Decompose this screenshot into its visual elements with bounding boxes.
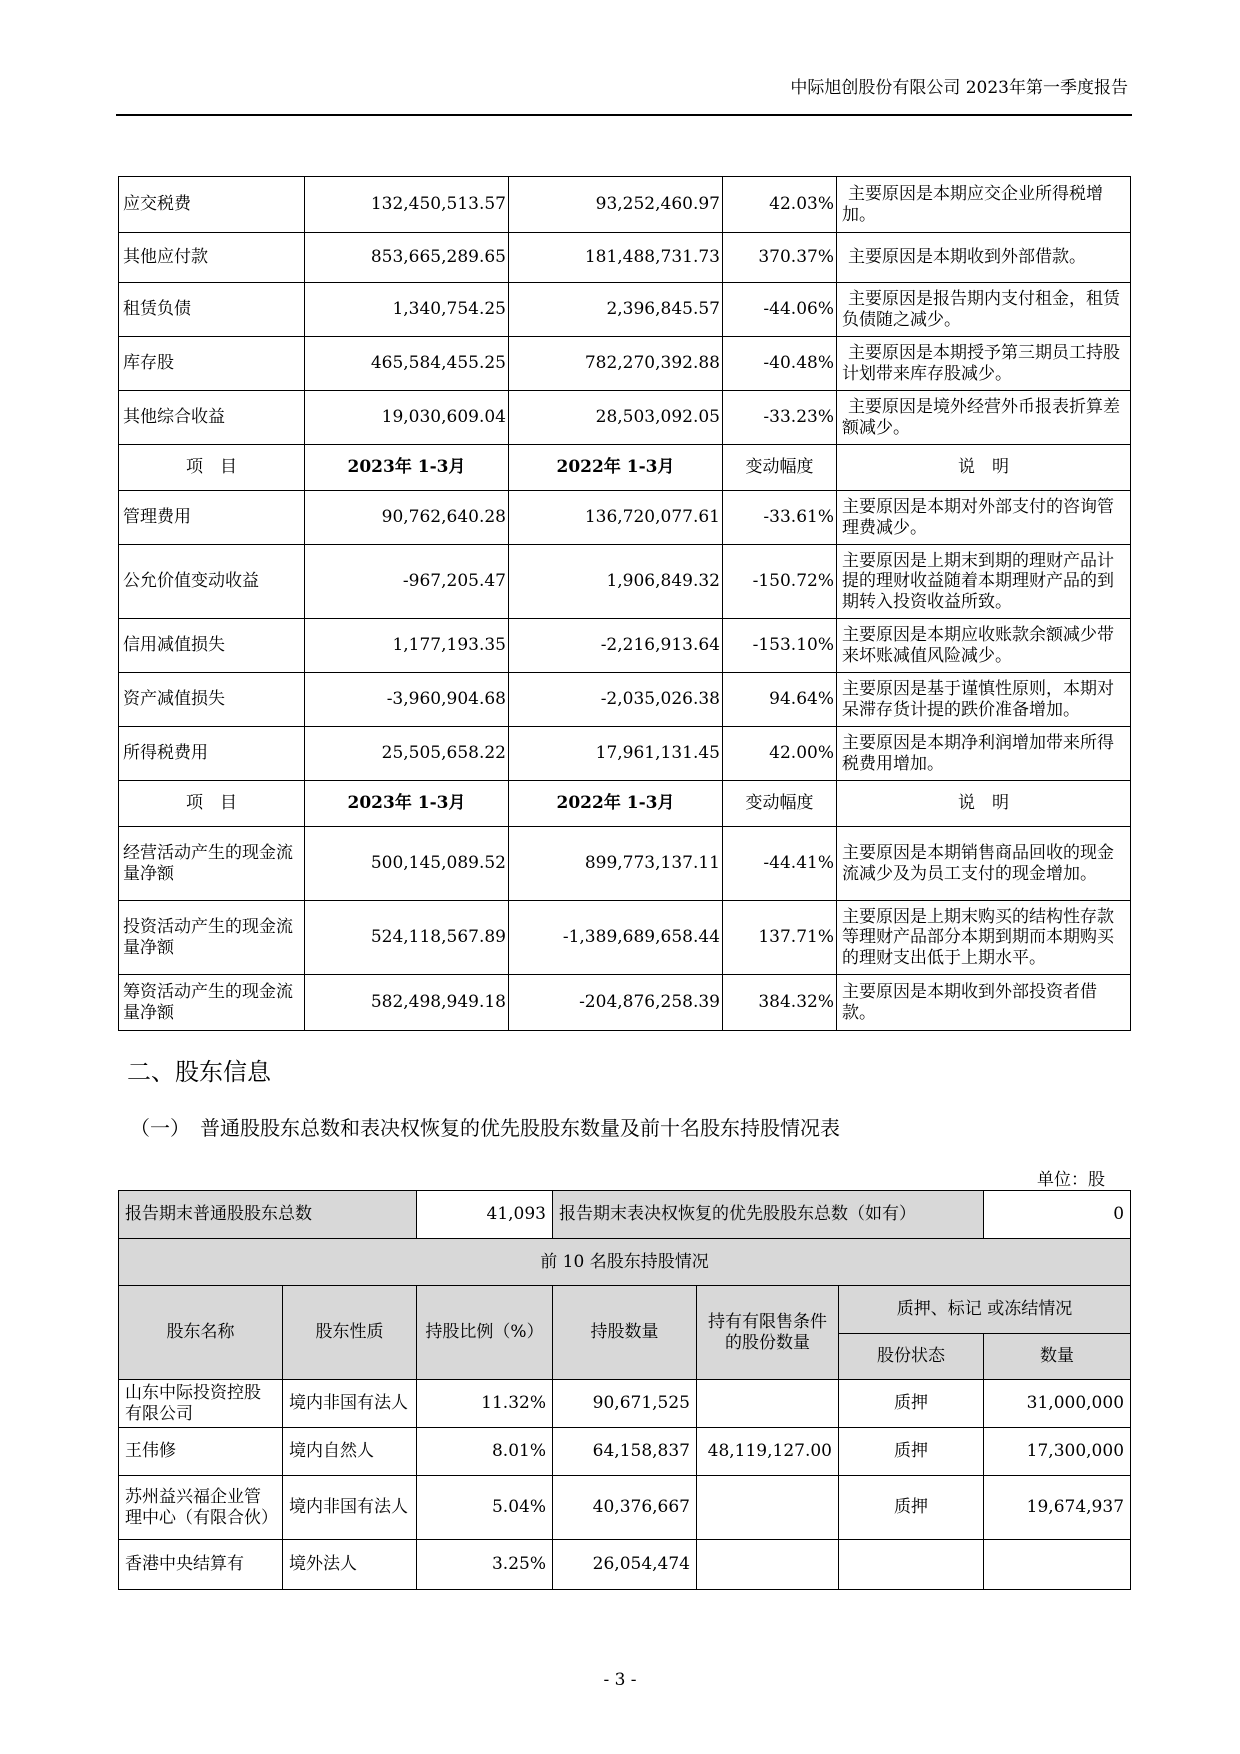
row-current: 1,340,754.25 [305, 283, 509, 337]
row-previous: 181,488,731.73 [509, 233, 723, 283]
header-pledge-status: 股份状态 [839, 1334, 984, 1380]
holding-quantity: 26,054,474 [553, 1540, 697, 1590]
row-item: 经营活动产生的现金流量净额 [119, 827, 305, 901]
row-note: 主要原因是本期收到外部投资者借款。 [837, 975, 1131, 1031]
table-row [119, 391, 1131, 445]
shareholder-row [119, 1428, 1131, 1476]
top10-title: 前 10 名股东持股情况 [119, 1239, 1131, 1286]
holding-quantity: 40,376,667 [553, 1476, 697, 1540]
header-divider [116, 114, 1132, 116]
row-item: 资产减值损失 [119, 673, 305, 727]
pledged-quantity: 17,300,000 [984, 1428, 1131, 1476]
row-current: 25,505,658.22 [305, 727, 509, 781]
header-restricted-shares: 持有有限售条件的股份数量 [697, 1286, 839, 1380]
row-change: 137.71% [723, 901, 837, 975]
shareholder-nature: 境内自然人 [283, 1428, 417, 1476]
header-2023: 2023年 1-3月 [305, 781, 509, 827]
row-note: 主要原因是本期授予第三期员工持股计划带来库存股减少。 [837, 337, 1131, 391]
header-shareholder-nature: 股东性质 [283, 1286, 417, 1380]
shareholder-name: 山东中际投资控股有限公司 [119, 1380, 283, 1428]
pledged-quantity [984, 1540, 1131, 1590]
row-previous: 1,906,849.32 [509, 545, 723, 619]
row-item: 信用减值损失 [119, 619, 305, 673]
row-previous: 899,773,137.11 [509, 827, 723, 901]
row-item: 租赁负债 [119, 283, 305, 337]
shareholders-table [118, 1190, 1131, 1590]
page-number: - 3 - [603, 1670, 637, 1690]
row-change: 94.64% [723, 673, 837, 727]
row-previous: -1,389,689,658.44 [509, 901, 723, 975]
row-current: -3,960,904.68 [305, 673, 509, 727]
row-change: 384.32% [723, 975, 837, 1031]
period-header-row [119, 445, 1131, 491]
header-holding-ratio: 持股比例（%） [417, 1286, 553, 1380]
row-change: -153.10% [723, 619, 837, 673]
row-previous: 136,720,077.61 [509, 491, 723, 545]
table-row [119, 901, 1131, 975]
row-previous: 93,252,460.97 [509, 177, 723, 233]
section-title-shareholders: 二、股东信息 [127, 1058, 271, 1086]
shareholders-subtitle: （一） 普通股股东总数和表决权恢复的优先股股东数量及前十名股东持股情况表 [130, 1116, 840, 1140]
row-note: 主要原因是本期应收账款余额减少带来坏账减值风险减少。 [837, 619, 1131, 673]
table-row [119, 491, 1131, 545]
holding-quantity: 90,671,525 [553, 1380, 697, 1428]
pledged-quantity: 19,674,937 [984, 1476, 1131, 1540]
row-item: 管理费用 [119, 491, 305, 545]
row-previous: -2,035,026.38 [509, 673, 723, 727]
row-change: -44.06% [723, 283, 837, 337]
row-note: 主要原因是本期应交企业所得税增加。 [837, 177, 1131, 233]
preferred-shareholders-label: 报告期末表决权恢复的优先股股东总数（如有） [553, 1191, 984, 1239]
table-row [119, 975, 1131, 1031]
row-item: 其他综合收益 [119, 391, 305, 445]
row-current: 132,450,513.57 [305, 177, 509, 233]
row-current: 500,145,089.52 [305, 827, 509, 901]
shareholder-name: 王伟修 [119, 1428, 283, 1476]
row-item: 投资活动产生的现金流量净额 [119, 901, 305, 975]
restricted-shares [697, 1380, 839, 1428]
header-shareholder-name: 股东名称 [119, 1286, 283, 1380]
header-note: 说 明 [837, 781, 1131, 827]
row-change: -40.48% [723, 337, 837, 391]
header-2023: 2023年 1-3月 [305, 445, 509, 491]
row-previous: -2,216,913.64 [509, 619, 723, 673]
row-item: 应交税费 [119, 177, 305, 233]
row-current: 524,118,567.89 [305, 901, 509, 975]
table-row [119, 177, 1131, 233]
table-row [119, 545, 1131, 619]
row-item: 公允价值变动收益 [119, 545, 305, 619]
table-row [119, 233, 1131, 283]
row-note: 主要原因是报告期内支付租金，租赁负债随之减少。 [837, 283, 1131, 337]
row-note: 主要原因是上期末到期的理财产品计提的理财收益随着本期理财产品的到期转入投资收益所致。 [837, 545, 1131, 619]
header-change: 变动幅度 [723, 781, 837, 827]
shareholder-name: 香港中央结算有 [119, 1540, 283, 1590]
restricted-shares: 48,119,127.00 [697, 1428, 839, 1476]
table-row [119, 827, 1131, 901]
pledge-status: 质押 [839, 1428, 984, 1476]
row-item: 所得税费用 [119, 727, 305, 781]
row-previous: 2,396,845.57 [509, 283, 723, 337]
row-previous: 17,961,131.45 [509, 727, 723, 781]
row-current: 853,665,289.65 [305, 233, 509, 283]
row-current: -967,205.47 [305, 545, 509, 619]
table-row [119, 619, 1131, 673]
row-current: 90,762,640.28 [305, 491, 509, 545]
total-shareholders-label: 报告期末普通股股东总数 [119, 1191, 417, 1239]
row-previous: 782,270,392.88 [509, 337, 723, 391]
row-note: 主要原因是本期收到外部借款。 [837, 233, 1131, 283]
holding-ratio: 5.04% [417, 1476, 553, 1540]
header-2022: 2022年 1-3月 [509, 781, 723, 827]
pledge-status: 质押 [839, 1380, 984, 1428]
row-change: 42.03% [723, 177, 837, 233]
row-change: -33.23% [723, 391, 837, 445]
report-header-title: 中际旭创股份有限公司 2023年第一季度报告 [790, 78, 1128, 98]
row-item: 其他应付款 [119, 233, 305, 283]
shareholder-name: 苏州益兴福企业管理中心（有限合伙） [119, 1476, 283, 1540]
table-row [119, 673, 1131, 727]
shareholder-nature: 境内非国有法人 [283, 1380, 417, 1428]
pledge-status: 质押 [839, 1476, 984, 1540]
row-current: 1,177,193.35 [305, 619, 509, 673]
shareholder-row [119, 1540, 1131, 1590]
row-item: 筹资活动产生的现金流量净额 [119, 975, 305, 1031]
table-row [119, 283, 1131, 337]
header-2022: 2022年 1-3月 [509, 445, 723, 491]
financial-changes-table [118, 176, 1131, 1031]
row-change: -150.72% [723, 545, 837, 619]
row-change: 42.00% [723, 727, 837, 781]
restricted-shares [697, 1540, 839, 1590]
period-header-row [119, 781, 1131, 827]
header-change: 变动幅度 [723, 445, 837, 491]
row-change: -33.61% [723, 491, 837, 545]
header-pledge-quantity: 数量 [984, 1334, 1131, 1380]
restricted-shares [697, 1476, 839, 1540]
shareholder-row [119, 1476, 1131, 1540]
header-note: 说 明 [837, 445, 1131, 491]
total-shareholders-value: 41,093 [417, 1191, 553, 1239]
row-note: 主要原因是本期销售商品回收的现金流减少及为员工支付的现金增加。 [837, 827, 1131, 901]
row-change: -44.41% [723, 827, 837, 901]
row-note: 主要原因是基于谨慎性原则，本期对呆滞存货计提的跌价准备增加。 [837, 673, 1131, 727]
shareholder-row [119, 1380, 1131, 1428]
row-current: 19,030,609.04 [305, 391, 509, 445]
header-item: 项 目 [119, 781, 305, 827]
row-note: 主要原因是境外经营外币报表折算差额减少。 [837, 391, 1131, 445]
header-item: 项 目 [119, 445, 305, 491]
holding-ratio: 3.25% [417, 1540, 553, 1590]
header-pledge-group: 质押、标记 或冻结情况 [839, 1286, 1131, 1334]
row-item: 库存股 [119, 337, 305, 391]
holding-ratio: 11.32% [417, 1380, 553, 1428]
header-holding-quantity: 持股数量 [553, 1286, 697, 1380]
shareholder-nature: 境外法人 [283, 1540, 417, 1590]
pledge-status [839, 1540, 984, 1590]
row-previous: -204,876,258.39 [509, 975, 723, 1031]
holding-ratio: 8.01% [417, 1428, 553, 1476]
shareholder-nature: 境内非国有法人 [283, 1476, 417, 1540]
table-row [119, 727, 1131, 781]
row-note: 主要原因是本期净利润增加带来所得税费用增加。 [837, 727, 1131, 781]
row-note: 主要原因是上期末购买的结构性存款等理财产品部分本期到期而本期购买的理财支出低于上期水平。 [837, 901, 1131, 975]
pledged-quantity: 31,000,000 [984, 1380, 1131, 1428]
row-previous: 28,503,092.05 [509, 391, 723, 445]
unit-label: 单位：股 [1037, 1170, 1105, 1190]
preferred-shareholders-value: 0 [984, 1191, 1131, 1239]
row-change: 370.37% [723, 233, 837, 283]
row-note: 主要原因是本期对外部支付的咨询管理费减少。 [837, 491, 1131, 545]
row-current: 582,498,949.18 [305, 975, 509, 1031]
table-row [119, 337, 1131, 391]
holding-quantity: 64,158,837 [553, 1428, 697, 1476]
row-current: 465,584,455.25 [305, 337, 509, 391]
